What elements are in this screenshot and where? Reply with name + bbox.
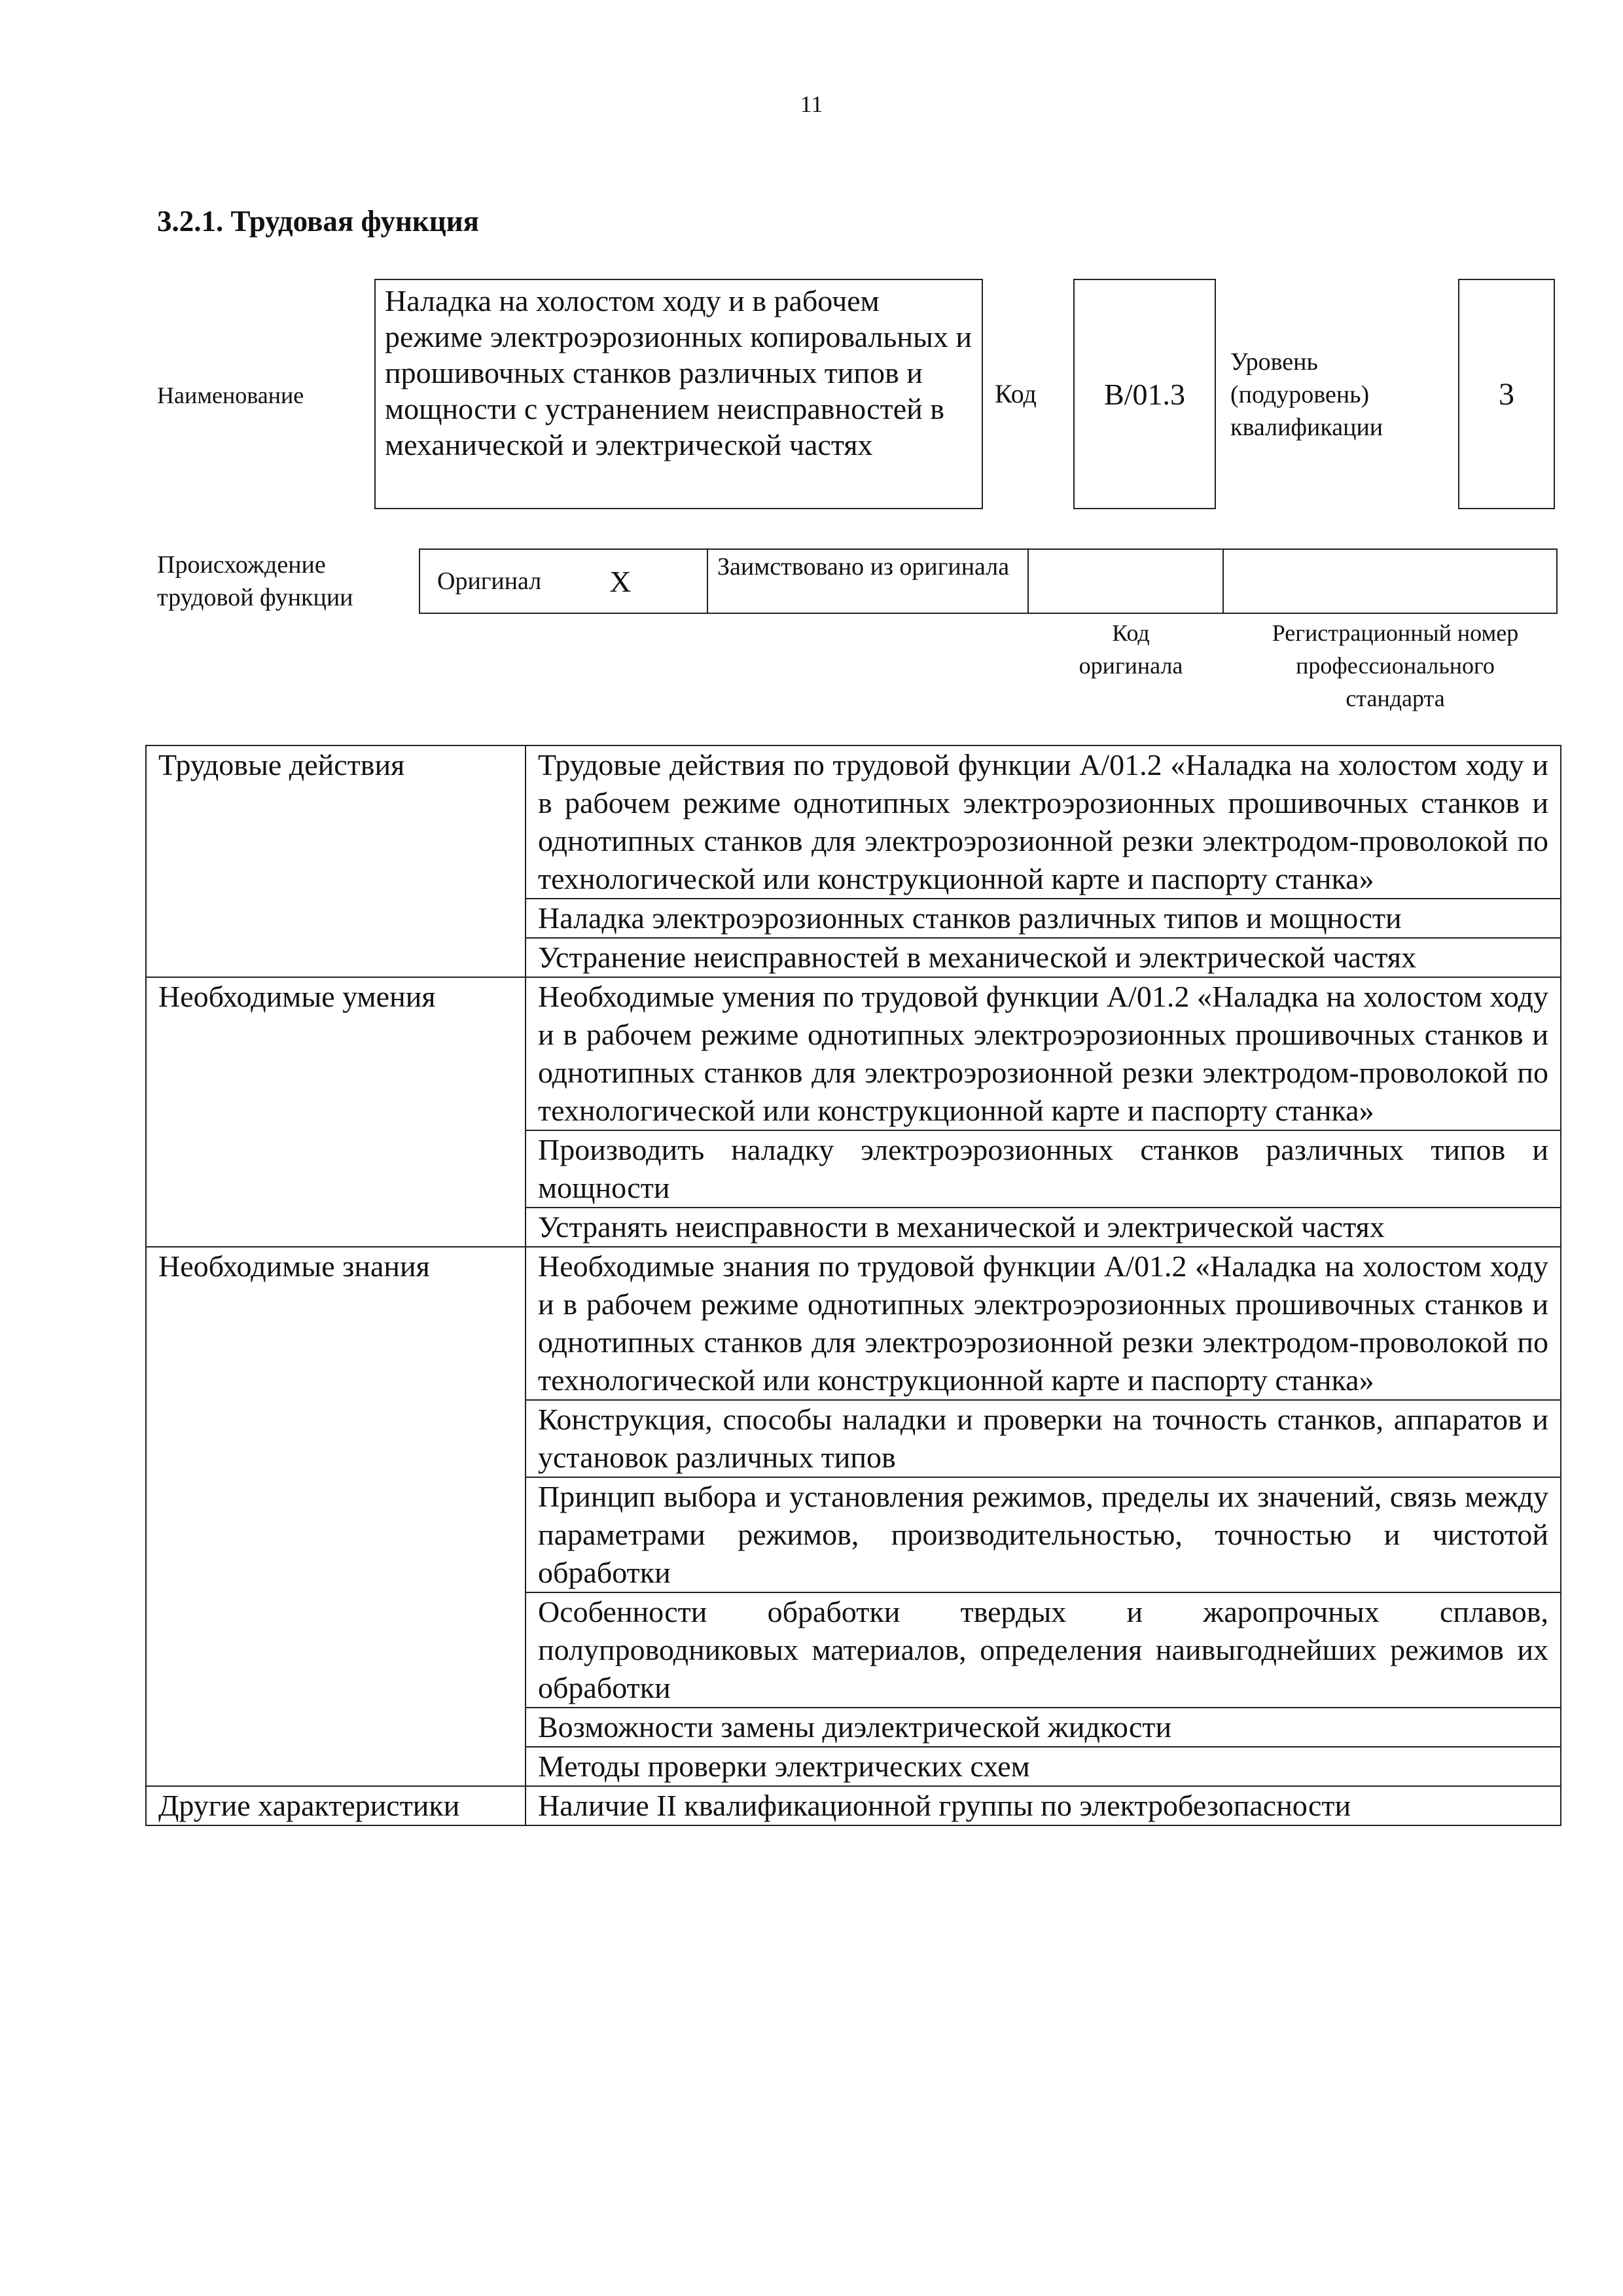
code-box (1073, 279, 1216, 509)
code-caption-line-1: Код (1112, 620, 1150, 646)
table-cell: Устранять неисправности в механической и электрической частях (526, 1208, 1561, 1247)
table-cell: Производить наладку электроэрозионных станков различных типов и мощности (526, 1130, 1561, 1208)
function-details-table (145, 745, 1561, 1826)
reg-caption-line-1: Регистрационный номер (1272, 620, 1519, 646)
code-label: Код (995, 379, 1037, 408)
table-cell: Необходимые умения по трудовой функции А/01.2 «Наладка на холостом ходу и в рабочем режиме однотипных электроэрозионных прошивочных станков и однотипных станков для электроэрозионной резки электродом-проволокой по технологической или конструкционной карте и паспорту станка» (526, 977, 1561, 1130)
qualification-level-value: 3 (1499, 376, 1514, 412)
origin-borrowed-cell (708, 550, 1029, 613)
table-row (146, 1247, 1561, 1400)
function-name-box (374, 279, 983, 509)
code-caption-line-2: оригинала (1079, 653, 1183, 679)
origin-original-cell (420, 550, 708, 613)
table-cell: Наладка электроэрозионных станков различных типов и мощности (526, 899, 1561, 938)
origin-original-mark: X (609, 564, 632, 598)
table-row (146, 977, 1561, 1130)
reg-caption-line-3: стандарта (1346, 685, 1445, 711)
name-label: Наименование (157, 382, 304, 408)
category-other-characteristics: Другие характеристики (146, 1786, 526, 1825)
table-cell: Необходимые знания по трудовой функции А/01.2 «Наладка на холостом ходу и в рабочем режиме однотипных электроэрозионных прошивочных станков и однотипных станков для электроэрозионной резки электродом-проволокой по технологической или конструкционной карте и паспорту станка» (526, 1247, 1561, 1400)
code-value: B/01.3 (1104, 377, 1185, 411)
origin-code-cell (1029, 550, 1224, 613)
function-name-value: Наладка на холостом ходу и в рабочем режиме электроэрозионных копировальных и прошивочных станков различных типов и мощности с устранением неисправностей в механической и электрической частях (385, 284, 972, 461)
qualification-level-box (1458, 279, 1555, 509)
table-cell: Возможности замены диэлектрической жидкости (526, 1708, 1561, 1747)
qualification-level-label (1230, 346, 1383, 444)
table-cell: Наличие II квалификационной группы по электробезопасности (526, 1786, 1561, 1825)
level-label-line-2: (подуровень) (1230, 381, 1370, 408)
origin-label-line-1: Происхождение (157, 551, 326, 579)
reg-caption-line-2: профессионального (1296, 653, 1495, 679)
table-row (146, 745, 1561, 899)
table-row (146, 1786, 1561, 1825)
category-required-skills: Необходимые умения (146, 977, 526, 1247)
origin-label (157, 548, 353, 614)
origin-code-caption (1033, 617, 1229, 682)
table-cell: Методы проверки электрических схем (526, 1747, 1561, 1786)
category-required-knowledge: Необходимые знания (146, 1247, 526, 1786)
page-number: 11 (800, 91, 823, 117)
table-cell: Принцип выбора и установления режимов, пределы их значений, связь между параметрами режимов, производительностью, точностью и чистотой обработки (526, 1477, 1561, 1592)
level-label-line-1: Уровень (1230, 348, 1318, 376)
origin-row (419, 548, 1558, 614)
registration-number-caption (1229, 617, 1561, 715)
table-cell: Конструкция, способы наладки и проверки на точность станков, аппаратов и установок различных типов (526, 1400, 1561, 1477)
category-labor-actions: Трудовые действия (146, 745, 526, 977)
origin-borrowed-label: Заимствовано из оригинала (717, 553, 1010, 581)
origin-registration-cell (1224, 550, 1556, 613)
origin-original-label: Оригинал (437, 567, 542, 595)
table-cell: Особенности обработки твердых и жаропрочных сплавов, полупроводниковых материалов, определения наивыгоднейших режимов их обработки (526, 1592, 1561, 1708)
origin-label-line-2: трудовой функции (157, 584, 353, 611)
level-label-line-3: квалификации (1230, 414, 1383, 441)
section-title: 3.2.1. Трудовая функция (157, 205, 480, 238)
table-cell: Устранение неисправностей в механической и электрической частях (526, 938, 1561, 977)
table-cell: Трудовые действия по трудовой функции А/01.2 «Наладка на холостом ходу и в рабочем режиме однотипных электроэрозионных прошивочных станков и однотипных станков для электроэрозионной резки электродом-проволокой по технологической или конструкционной карте и паспорту станка» (526, 745, 1561, 899)
